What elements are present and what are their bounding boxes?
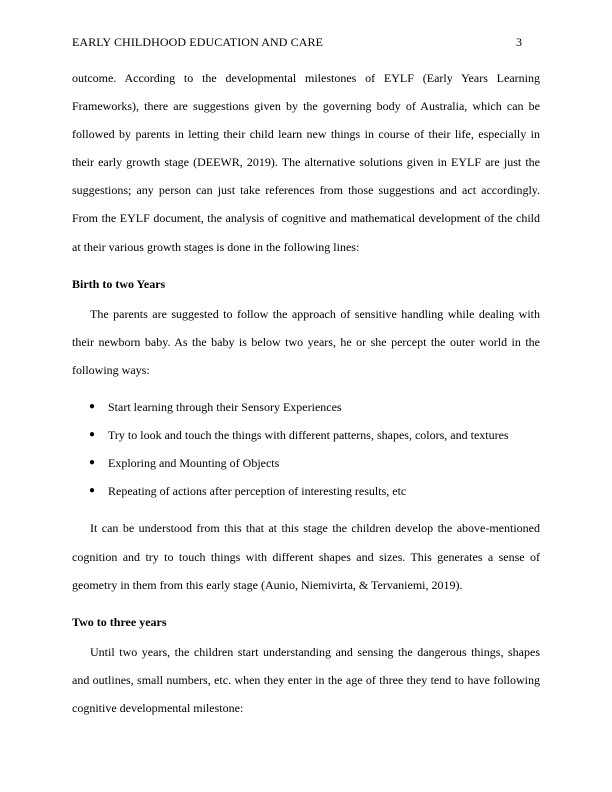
page-number: 3 bbox=[516, 35, 522, 49]
bullet-icon: ● bbox=[89, 457, 96, 469]
list-item: ● Exploring and Mounting of Objects bbox=[72, 449, 540, 477]
list-item: ● Try to look and touch the things with different patterns, shapes, colors, and textures bbox=[72, 421, 540, 449]
bullet-icon: ● bbox=[89, 401, 96, 413]
bullet-icon: ● bbox=[89, 485, 96, 497]
running-head: EARLY CHILDHOOD EDUCATION AND CARE bbox=[72, 35, 324, 49]
paragraph-cognition-summary: It can be understood from this that at this stage the children develop the above-mentioned cognition and try to touch things with different shapes and sizes. This generates a sense of geometry in them from this early stage (Aunio, Niemivirta, & Tervaniemi, 2019). bbox=[72, 521, 540, 592]
paragraph-birth-to-two: The parents are suggested to follow the approach of sensitive handling while dealing with their newborn baby. As the baby is below two years, he or she percept the outer world in the following ways: bbox=[72, 306, 540, 377]
list-item: ● Start learning through their Sensory Experiences bbox=[72, 393, 540, 421]
section-heading-birth-to-two: Birth to two Years bbox=[72, 276, 166, 291]
bullet-list bbox=[72, 393, 540, 505]
document-body bbox=[72, 64, 540, 722]
paragraph-intro: outcome. According to the developmental milestones of EYLF (Early Years Learning Frameworks), there are suggestions given by the governing body of Australia, which can be followed by parents in letting their child learn new things in course of their life, especially in their early growth stage (DEEWR, 2019). The alternative solutions given in EYLF are just the suggestions; any person can just take references from those suggestions and act accordingly. From the EYLF document, the analysis of cognitive and mathematical development of the child at their various growth stages is done in the following lines: bbox=[72, 71, 540, 254]
bullet-icon: ● bbox=[89, 429, 96, 441]
section-heading-two-to-three: Two to three years bbox=[72, 614, 167, 629]
list-item: ● Repeating of actions after perception of interesting results, etc bbox=[72, 477, 540, 505]
paragraph-two-to-three: Until two years, the children start understanding and sensing the dangerous things, shapes and outlines, small numbers, etc. when they enter in the age of three they tend to have following cognitive developmental milestone: bbox=[72, 644, 540, 715]
